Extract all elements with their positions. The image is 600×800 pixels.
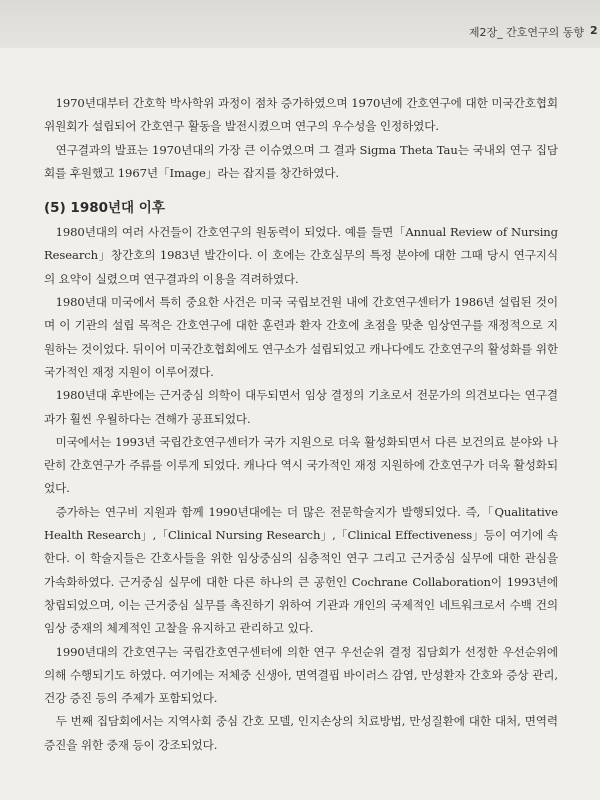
paragraph: 1990년대의 간호연구는 국립간호연구센터에 의한 연구 우선순위 결정 집담회가 선정한 우선순위에 의해 수행되기도 하였다. 여기에는 저체중 신생아, 면역결핍 바이러스 감염, 만성환자 간호와 증상 관리, 건강 증진 등의 주제가 포함되었다. <box>44 644 558 706</box>
paragraph: 1980년대의 여러 사건들이 간호연구의 원동력이 되었다. 예를 들면「Annual Review of Nursing Research」창간호의 1983년 발간이다. 이 호에는 간호실무의 특정 분야에 대한 그때 당시 연구지식의 요약이 실렸으며 연구결과의 이용을 격려하였다. <box>44 225 558 286</box>
body-text <box>44 92 558 757</box>
chapter-title: 제2장_ 간호연구의 동향 <box>468 26 584 39</box>
paragraph: 1970년대부터 간호학 박사학위 과정이 점차 증가하였으며 1970년에 간호연구에 대한 미국간호협회위원회가 설립되어 간호연구 활동을 발전시켰으며 연구의 우수성을 인정하였다. <box>44 96 558 134</box>
section-heading: (5) 1980년대 이후 <box>44 200 165 217</box>
paragraph: 미국에서는 1993년 국립간호연구센터가 국가 지원으로 더욱 활성화되면서 다른 보건의료 분야와 나란히 간호연구가 주류를 이루게 되었다. 캐나다 역시 국가적인 재정 지원하에 간호연구가 더욱 활성화되었다. <box>44 434 558 496</box>
running-header <box>0 0 600 48</box>
paragraph: 1980년대 미국에서 특히 중요한 사건은 미국 국립보건원 내에 간호연구센터가 1986년 설립된 것이며 이 기관의 설립 목적은 간호연구에 대한 훈련과 환자 간호에 초점을 맞춘 임상연구를 재정적으로 지원하는 것이었다. 뒤이어 미국간호협회에도 연구소가 설립되었고 캐나다에도 간호연구의 활성화를 위한 국가적인 재정 지원이 이루어졌다. <box>44 295 558 379</box>
page-number: 2 <box>590 24 598 37</box>
paragraph: 연구결과의 발표는 1970년대의 가장 큰 이슈였으며 그 결과 Sigma Theta Tau는 국내외 연구 집담회를 후원했고 1967년「Image」라는 잡지를 창간하였다. <box>44 142 558 180</box>
paragraph: 증가하는 연구비 지원과 함께 1990년대에는 더 많은 전문학술지가 발행되었다. 즉,「Qualitative Health Research」,「Clinical Nursing Research」,「Clinical Effectiveness」등이 여기에 속한다. 이 학술지들은 간호사들을 위한 임상중심의 심층적인 연구 그리고 근거중심 실무에 대한 관심을 가속화하였다. 근거중심 실무에 대한 다른 하나의 큰 공헌인 Cochrane Collaboration이 1993년에 창립되었으며, 이는 근거중심 실무를 촉진하기 위하여 기관과 개인의 국제적인 네트워크로서 수백 건의 임상 중재의 체계적인 고찰을 유지하고 관리하고 있다. <box>44 504 558 636</box>
paragraph: 두 번째 집담회에서는 지역사회 중심 간호 모델, 인지손상의 치료방법, 만성질환에 대한 대처, 면역력 증진을 위한 중재 등이 강조되었다. <box>44 714 558 752</box>
paragraph: 1980년대 후반에는 근거중심 의학이 대두되면서 임상 결정의 기초로서 전문가의 의견보다는 연구결과가 훨씬 우월하다는 견해가 공표되었다. <box>44 388 558 426</box>
